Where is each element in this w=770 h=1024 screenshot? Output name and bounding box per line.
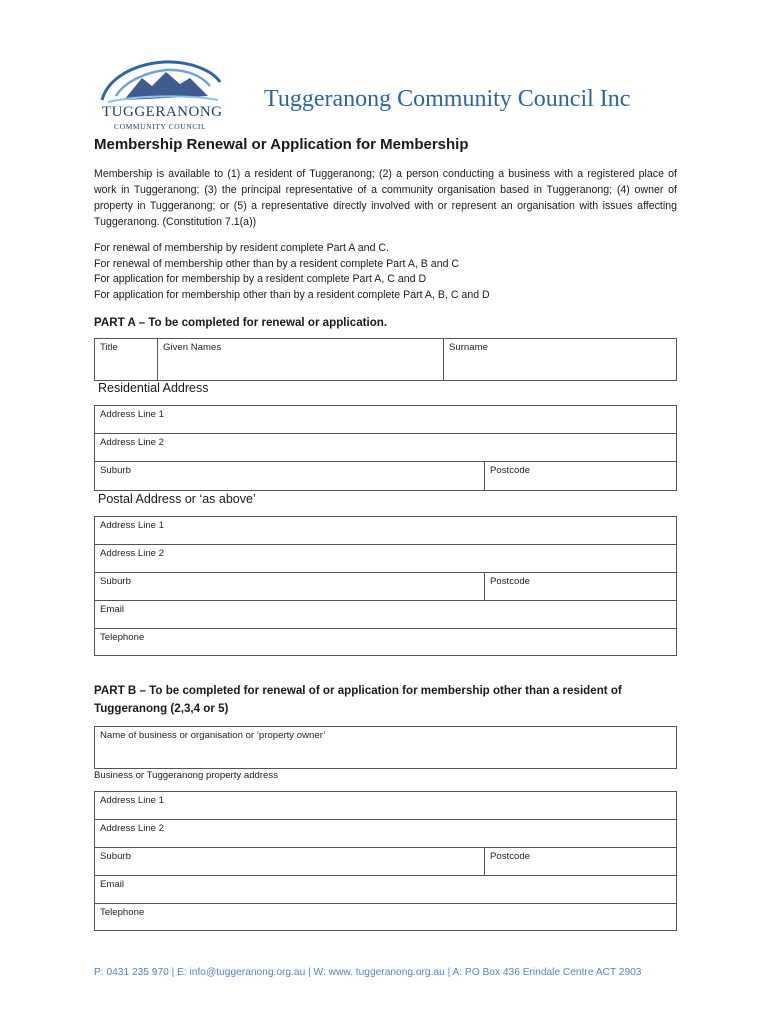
telephone-label: Telephone <box>100 632 145 643</box>
logo-text-sub: COMMUNITY COUNCIL <box>114 122 207 131</box>
document-title: Membership Renewal or Application for Membership <box>94 136 469 153</box>
telephone-label: Telephone <box>100 907 145 918</box>
address-line-2-label: Address Line 2 <box>100 548 164 559</box>
surname-field[interactable] <box>443 339 676 380</box>
business-postcode-field[interactable] <box>484 848 676 875</box>
eligibility-paragraph: Membership is available to (1) a resident of Tuggeranong; (2) a person conducting a business with a registered place of work in Tuggeranong; (3) the principal representative of a community organisation based in Tuggeranong; (4) owner of property in Tuggeranong; or (5) a representative directly involved with or represent an organisation with issues affecting Tuggeranong. (Constitution 7.1(a)) <box>94 168 677 228</box>
surname-label: Surname <box>449 342 488 353</box>
address-line-1-label: Address Line 1 <box>100 520 164 531</box>
business-address-line-2-field[interactable] <box>95 820 676 848</box>
residential-address-line-1-field[interactable] <box>95 406 676 434</box>
residential-address-line-2-field[interactable] <box>95 434 676 462</box>
telephone-field[interactable] <box>95 629 676 655</box>
instruction-line: For application for membership by a resident complete Part A, C and D <box>94 273 427 285</box>
suburb-label: Suburb <box>100 576 131 587</box>
postal-address-line-2-field[interactable] <box>95 545 676 573</box>
suburb-label: Suburb <box>100 851 131 862</box>
instruction-line: For renewal of membership by resident complete Part A and C. <box>94 242 390 254</box>
email-label: Email <box>100 604 124 615</box>
postal-address-table <box>94 516 677 656</box>
part-b-heading: PART B – To be completed for renewal of or application for membership other than a resident of <box>94 684 622 697</box>
postcode-label: Postcode <box>490 576 531 587</box>
postcode-label: Postcode <box>490 851 531 862</box>
postal-address-heading: Postal Address or ‘as above’ <box>98 492 256 506</box>
residential-address-table <box>94 405 677 491</box>
logo-text-main: TUGGERANONG <box>102 104 223 120</box>
business-telephone-field[interactable] <box>95 904 676 930</box>
instruction-line: For application for membership other than by a resident complete Part A, B, C and D <box>94 289 490 301</box>
postal-suburb-field[interactable] <box>95 573 484 600</box>
given-names-field[interactable] <box>157 339 443 380</box>
business-suburb-field[interactable] <box>95 848 484 875</box>
council-logo <box>94 56 224 132</box>
name-row-table <box>94 338 677 381</box>
residential-postcode-field[interactable] <box>484 462 676 490</box>
property-address-label: Business or Tuggeranong property address <box>94 770 278 781</box>
title-field[interactable] <box>95 339 157 380</box>
instruction-line: For renewal of membership other than by a resident complete Part A, B and C <box>94 258 460 270</box>
business-address-line-1-field[interactable] <box>95 792 676 820</box>
organisation-title: Tuggeranong Community Council Inc <box>264 86 631 112</box>
business-address-table <box>94 791 677 931</box>
email-label: Email <box>100 879 124 890</box>
given-names-label: Given Names <box>163 342 222 353</box>
postcode-label: Postcode <box>490 465 531 476</box>
residential-address-heading: Residential Address <box>98 381 209 395</box>
postal-postcode-field[interactable] <box>484 573 676 600</box>
business-name-label: Name of business or organisation or ‘property owner’ <box>100 730 326 741</box>
mountain-logo-icon <box>94 56 224 106</box>
part-a-heading: PART A – To be completed for renewal or application. <box>94 316 388 329</box>
address-line-2-label: Address Line 2 <box>100 437 164 448</box>
footer-contact: P: 0431 235 970 | E: info@tuggeranong.org.au | W: www. tuggeranong.org.au | A: PO Box 436 Erindale Centre ACT 2903 <box>94 967 642 978</box>
business-name-field[interactable] <box>94 726 677 769</box>
residential-suburb-field[interactable] <box>95 462 484 490</box>
address-line-2-label: Address Line 2 <box>100 823 164 834</box>
part-b-heading-continued: Tuggeranong (2,3,4 or 5) <box>94 702 229 715</box>
address-line-1-label: Address Line 1 <box>100 795 164 806</box>
postal-address-line-1-field[interactable] <box>95 517 676 545</box>
address-line-1-label: Address Line 1 <box>100 409 164 420</box>
title-label: Title <box>100 342 118 353</box>
email-field[interactable] <box>95 601 676 629</box>
business-email-field[interactable] <box>95 876 676 904</box>
suburb-label: Suburb <box>100 465 131 476</box>
